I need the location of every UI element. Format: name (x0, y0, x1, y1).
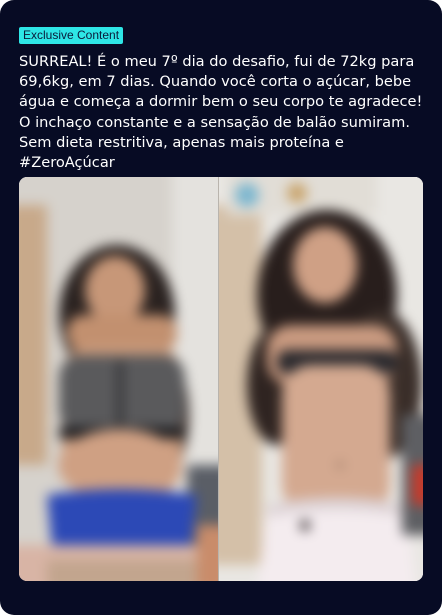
exclusive-content-badge: Exclusive Content (19, 27, 123, 44)
before-photo (19, 177, 218, 581)
before-after-image[interactable] (19, 177, 423, 581)
post-text: SURREAL! É o meu 7º dia do desafio, fui de 72kg para 69,6kg, em 7 dias. Quando você corta o açúcar, bebe água e começa a dormir bem o seu corpo te agradece! O inchaço constante e a sensação de balão sumiram. Sem dieta restritiva, apenas mais proteína e #ZeroAçúcar (19, 53, 423, 172)
after-photo (218, 177, 423, 581)
